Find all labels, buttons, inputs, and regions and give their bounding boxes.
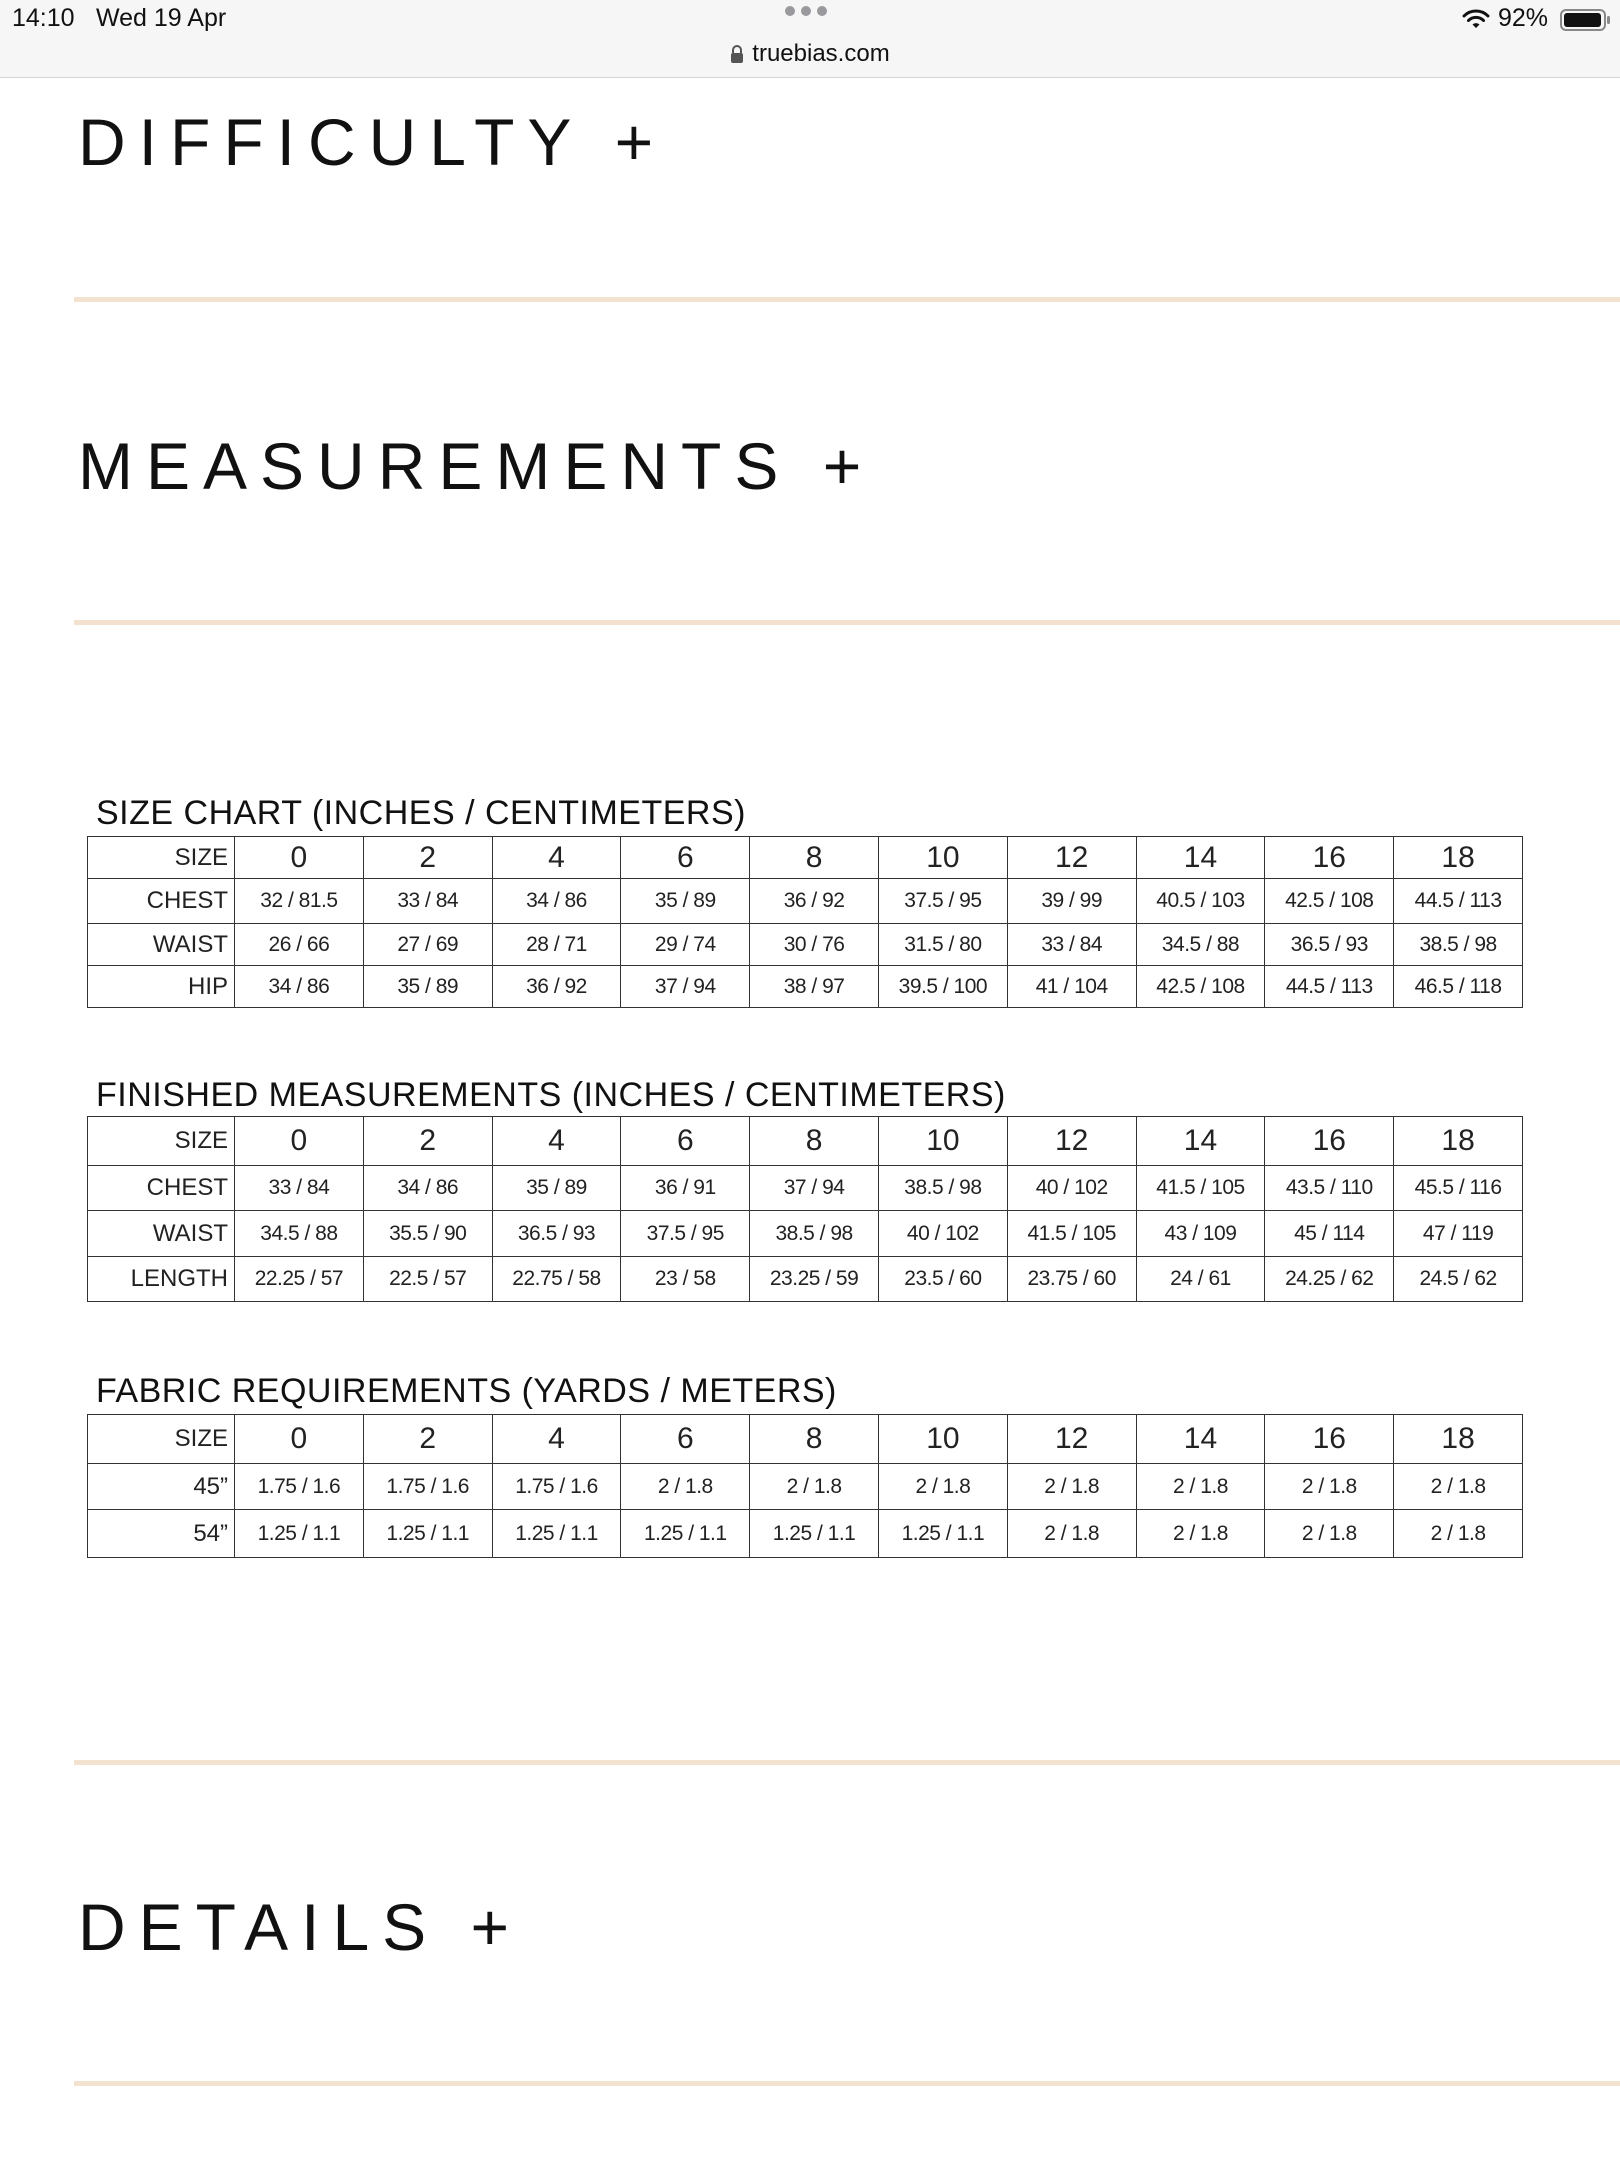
size-header-cell: 10 <box>878 1415 1007 1464</box>
table-cell: 1.25 / 1.1 <box>750 1510 879 1558</box>
table-cell: 24 / 61 <box>1136 1257 1265 1302</box>
size-header-cell: 12 <box>1007 1415 1136 1464</box>
accordion-difficulty[interactable]: DIFFICULTY + <box>78 105 667 179</box>
table-cell: 40 / 102 <box>878 1211 1007 1257</box>
size-header-cell: 6 <box>621 1117 750 1166</box>
size-header-cell: 12 <box>1007 1117 1136 1166</box>
table-cell: 35 / 89 <box>621 879 750 924</box>
table-cell: 37.5 / 95 <box>621 1211 750 1257</box>
table-cell: 2 / 1.8 <box>1265 1510 1394 1558</box>
size-header-cell: 14 <box>1136 1117 1265 1166</box>
table-cell: 22.5 / 57 <box>363 1257 492 1302</box>
row-label: 54” <box>88 1510 235 1558</box>
table-cell: 2 / 1.8 <box>621 1464 750 1510</box>
size-header-cell: 16 <box>1265 1415 1394 1464</box>
table-header-row <box>88 1415 1523 1464</box>
url-text: truebias.com <box>752 40 890 67</box>
row-label: CHEST <box>88 879 235 924</box>
table-row <box>88 1211 1523 1257</box>
table-cell: 36.5 / 93 <box>492 1211 621 1257</box>
table-cell: 39 / 99 <box>1007 879 1136 924</box>
row-label: CHEST <box>88 1166 235 1211</box>
table-cell: 45.5 / 116 <box>1394 1166 1523 1211</box>
table-cell: 24.25 / 62 <box>1265 1257 1394 1302</box>
table-cell: 47 / 119 <box>1394 1211 1523 1257</box>
address-bar[interactable] <box>0 40 1620 68</box>
lock-icon <box>730 45 744 63</box>
divider <box>74 2081 1620 2086</box>
status-time: 14:10 <box>12 4 75 32</box>
table-row <box>88 1510 1523 1558</box>
size-header-cell: 18 <box>1394 1415 1523 1464</box>
table-cell: 33 / 84 <box>363 879 492 924</box>
table-cell: 37 / 94 <box>750 1166 879 1211</box>
table-header-row <box>88 837 1523 879</box>
table-cell: 41 / 104 <box>1007 966 1136 1008</box>
table-row <box>88 966 1523 1008</box>
table-cell: 2 / 1.8 <box>1007 1464 1136 1510</box>
table-cell: 29 / 74 <box>621 924 750 966</box>
size-header-cell: 16 <box>1265 837 1394 879</box>
table-cell: 1.75 / 1.6 <box>363 1464 492 1510</box>
table-cell: 34 / 86 <box>492 879 621 924</box>
table-cell: 37.5 / 95 <box>878 879 1007 924</box>
table-row <box>88 1166 1523 1211</box>
table-cell: 26 / 66 <box>235 924 364 966</box>
table-cell: 28 / 71 <box>492 924 621 966</box>
table-cell: 24.5 / 62 <box>1394 1257 1523 1302</box>
table-cell: 2 / 1.8 <box>1136 1464 1265 1510</box>
fabric-requirements-table <box>87 1414 1523 1558</box>
table-cell: 38.5 / 98 <box>1394 924 1523 966</box>
size-header-cell: 4 <box>492 837 621 879</box>
table-cell: 35 / 89 <box>492 1166 621 1211</box>
table-cell: 2 / 1.8 <box>1265 1464 1394 1510</box>
table-cell: 27 / 69 <box>363 924 492 966</box>
table-cell: 36.5 / 93 <box>1265 924 1394 966</box>
table-cell: 1.75 / 1.6 <box>235 1464 364 1510</box>
table-cell: 1.75 / 1.6 <box>492 1464 621 1510</box>
table-cell: 34 / 86 <box>363 1166 492 1211</box>
table-cell: 23 / 58 <box>621 1257 750 1302</box>
table-row <box>88 879 1523 924</box>
table-cell: 43.5 / 110 <box>1265 1166 1394 1211</box>
divider <box>74 1760 1620 1765</box>
size-header-cell: 0 <box>235 837 364 879</box>
size-header-cell: 10 <box>878 1117 1007 1166</box>
table-cell: 37 / 94 <box>621 966 750 1008</box>
table-cell: 34 / 86 <box>235 966 364 1008</box>
table-row <box>88 1464 1523 1510</box>
row-label: SIZE <box>88 1117 235 1166</box>
battery-icon <box>1560 9 1612 31</box>
divider <box>74 620 1620 625</box>
table-cell: 1.25 / 1.1 <box>363 1510 492 1558</box>
table-cell: 1.25 / 1.1 <box>235 1510 364 1558</box>
size-chart-caption: SIZE CHART (INCHES / CENTIMETERS) <box>96 794 746 832</box>
table-cell: 34.5 / 88 <box>235 1211 364 1257</box>
size-header-cell: 8 <box>750 1117 879 1166</box>
table-cell: 2 / 1.8 <box>750 1464 879 1510</box>
size-header-cell: 10 <box>878 837 1007 879</box>
row-label: WAIST <box>88 924 235 966</box>
row-label: HIP <box>88 966 235 1008</box>
table-cell: 41.5 / 105 <box>1007 1211 1136 1257</box>
table-cell: 35.5 / 90 <box>363 1211 492 1257</box>
table-cell: 30 / 76 <box>750 924 879 966</box>
finished-measurements-table <box>87 1116 1523 1302</box>
row-label: SIZE <box>88 837 235 879</box>
table-cell: 35 / 89 <box>363 966 492 1008</box>
table-cell: 1.25 / 1.1 <box>878 1510 1007 1558</box>
size-header-cell: 4 <box>492 1415 621 1464</box>
status-date: Wed 19 Apr <box>96 4 227 32</box>
divider <box>74 297 1620 302</box>
size-header-cell: 8 <box>750 837 879 879</box>
size-header-cell: 8 <box>750 1415 879 1464</box>
table-cell: 40 / 102 <box>1007 1166 1136 1211</box>
size-header-cell: 6 <box>621 837 750 879</box>
table-cell: 45 / 114 <box>1265 1211 1394 1257</box>
table-cell: 40.5 / 103 <box>1136 879 1265 924</box>
table-cell: 42.5 / 108 <box>1265 879 1394 924</box>
table-cell: 1.25 / 1.1 <box>492 1510 621 1558</box>
size-header-cell: 18 <box>1394 1117 1523 1166</box>
size-header-cell: 14 <box>1136 1415 1265 1464</box>
table-cell: 44.5 / 113 <box>1265 966 1394 1008</box>
size-header-cell: 0 <box>235 1117 364 1166</box>
table-cell: 23.5 / 60 <box>878 1257 1007 1302</box>
table-cell: 2 / 1.8 <box>1136 1510 1265 1558</box>
size-header-cell: 4 <box>492 1117 621 1166</box>
size-header-cell: 2 <box>363 837 492 879</box>
size-header-cell: 0 <box>235 1415 364 1464</box>
table-cell: 36 / 91 <box>621 1166 750 1211</box>
table-cell: 22.75 / 58 <box>492 1257 621 1302</box>
table-cell: 2 / 1.8 <box>1394 1464 1523 1510</box>
row-label: SIZE <box>88 1415 235 1464</box>
table-cell: 32 / 81.5 <box>235 879 364 924</box>
finished-measurements-caption: FINISHED MEASUREMENTS (INCHES / CENTIMETERS) <box>96 1076 1006 1114</box>
battery-percent: 92% <box>1498 4 1549 32</box>
row-label: LENGTH <box>88 1257 235 1302</box>
accordion-measurements[interactable]: MEASUREMENTS + <box>78 429 875 503</box>
table-cell: 38.5 / 98 <box>750 1211 879 1257</box>
table-cell: 23.75 / 60 <box>1007 1257 1136 1302</box>
table-cell: 1.25 / 1.1 <box>621 1510 750 1558</box>
more-dots-icon[interactable] <box>785 6 827 16</box>
table-cell: 22.25 / 57 <box>235 1257 364 1302</box>
wifi-icon <box>1462 8 1490 30</box>
row-label: WAIST <box>88 1211 235 1257</box>
table-cell: 44.5 / 113 <box>1394 879 1523 924</box>
table-cell: 2 / 1.8 <box>1394 1510 1523 1558</box>
table-cell: 41.5 / 105 <box>1136 1166 1265 1211</box>
table-header-row <box>88 1117 1523 1166</box>
size-header-cell: 14 <box>1136 837 1265 879</box>
table-cell: 2 / 1.8 <box>878 1464 1007 1510</box>
table-cell: 38 / 97 <box>750 966 879 1008</box>
table-cell: 39.5 / 100 <box>878 966 1007 1008</box>
table-cell: 23.25 / 59 <box>750 1257 879 1302</box>
size-header-cell: 6 <box>621 1415 750 1464</box>
accordion-details[interactable]: DETAILS + <box>78 1890 523 1964</box>
size-chart-table <box>87 836 1523 1008</box>
status-bar <box>0 0 1620 78</box>
table-cell: 2 / 1.8 <box>1007 1510 1136 1558</box>
table-cell: 46.5 / 118 <box>1394 966 1523 1008</box>
table-cell: 43 / 109 <box>1136 1211 1265 1257</box>
table-cell: 38.5 / 98 <box>878 1166 1007 1211</box>
size-header-cell: 18 <box>1394 837 1523 879</box>
table-row <box>88 1257 1523 1302</box>
row-label: 45” <box>88 1464 235 1510</box>
table-cell: 36 / 92 <box>492 966 621 1008</box>
size-header-cell: 16 <box>1265 1117 1394 1166</box>
table-cell: 36 / 92 <box>750 879 879 924</box>
table-cell: 33 / 84 <box>235 1166 364 1211</box>
fabric-requirements-caption: FABRIC REQUIREMENTS (YARDS / METERS) <box>96 1372 837 1410</box>
size-header-cell: 12 <box>1007 837 1136 879</box>
table-cell: 31.5 / 80 <box>878 924 1007 966</box>
table-cell: 33 / 84 <box>1007 924 1136 966</box>
table-cell: 34.5 / 88 <box>1136 924 1265 966</box>
table-cell: 42.5 / 108 <box>1136 966 1265 1008</box>
table-row <box>88 924 1523 966</box>
size-header-cell: 2 <box>363 1415 492 1464</box>
size-header-cell: 2 <box>363 1117 492 1166</box>
